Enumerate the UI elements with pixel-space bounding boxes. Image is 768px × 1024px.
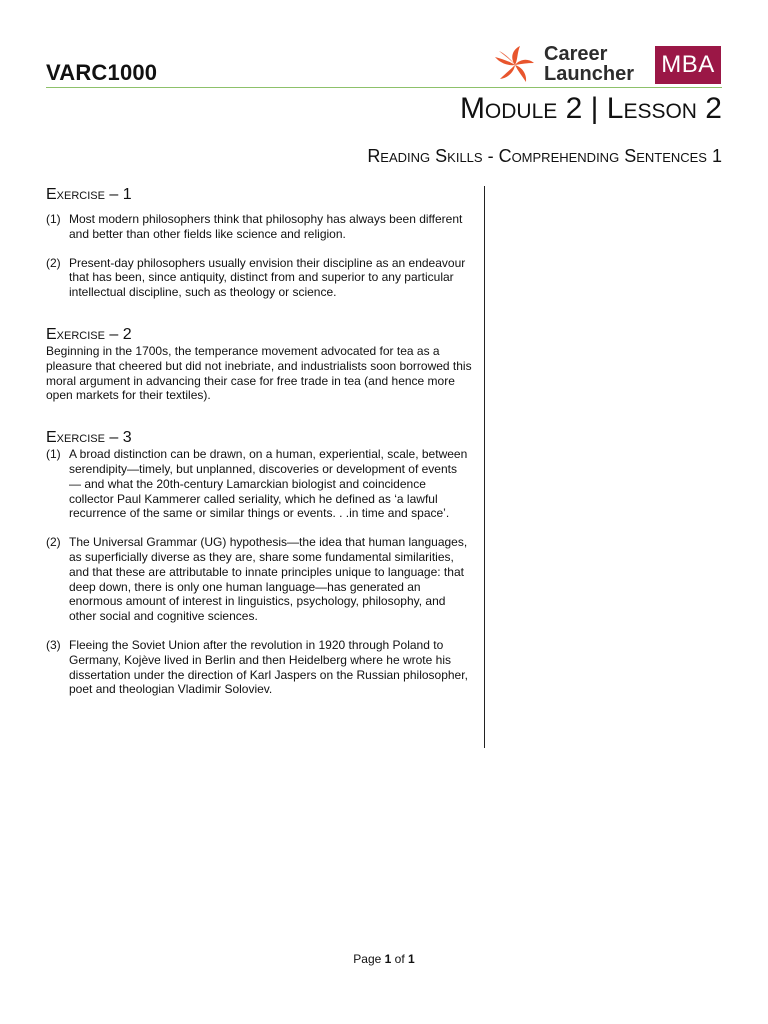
column-divider: [484, 186, 485, 748]
section-gap: [46, 417, 472, 429]
exercise-2: [46, 326, 472, 403]
brand-line-2: Launcher: [544, 63, 635, 85]
exercise-3: [46, 429, 472, 697]
item-number: (1): [46, 447, 61, 462]
item-number: (2): [46, 255, 61, 270]
item-text: Present-day philosophers usually envision their discipline as an endeavour that has been, since antiquity, distinct from and superior to any particular intellectual discipline, such as theology or science.: [69, 255, 466, 300]
exercise-heading: Exercise – 3: [46, 429, 132, 447]
exercise-heading: Exercise – 1: [46, 186, 132, 203]
item-text: The Universal Grammar (UG) hypothesis—the idea that human languages, as superficially diverse as they are, share some fundamental similarities, and that these are attributable to innate principles unique to language: that deep down, there is only one human language—has generated an enormous amount of interest in linguistics, psychology, philosophy, and other social and cognitive sciences.: [69, 535, 468, 624]
page-label: Page: [353, 952, 382, 966]
item-number: (1): [46, 212, 61, 226]
list-item: [46, 447, 472, 521]
header-divider: [46, 87, 722, 88]
page-footer: [0, 952, 768, 966]
page-current: 1: [384, 952, 392, 966]
brand-name: [544, 44, 634, 84]
brand-line-1: Career: [544, 43, 608, 65]
list-item: [46, 535, 472, 624]
exercise-1: [46, 186, 472, 300]
item-text: Most modern philosophers think that philosophy has always been different and better than other fields like science and religion.: [69, 212, 463, 241]
item-text: A broad distinction can be drawn, on a human, experiential, scale, between serendipity—timely, but unplanned, discoveries or development of events — and what the 20th-century Lamarckian biologist and coincidence collector Paul Kammerer called seriality, which he defined as ‘a lawful recurrence of the same or similar things or events. . .in time and space’.: [69, 447, 468, 521]
item-text: Fleeing the Soviet Union after the revolution in 1920 through Poland to Germany, Kojève lived in Berlin and then Heidelberg where he wrote his dissertation under the direction of Karl Jaspers on the Russian philosopher, poet and theologian Vladimir Soloviev.: [69, 637, 468, 697]
exercise-content: [46, 186, 472, 711]
item-number: (2): [46, 535, 61, 550]
page-of: of: [394, 952, 405, 966]
list-item: [46, 212, 472, 242]
sunburst-logo-icon: [490, 44, 540, 86]
item-number: (3): [46, 637, 61, 652]
exercise-heading: Exercise – 2: [46, 325, 132, 343]
list-item: [46, 638, 472, 697]
section-gap: [46, 314, 472, 326]
exercise-paragraph: Beginning in the 1700s, the temperance movement advocated for tea as a pleasure that cheered but did not inebriate, and industrialists soon borrowed this moral argument in advancing their case for free trade in tea (and hence more open markets for their textiles).: [46, 343, 472, 403]
mba-badge: MBA: [655, 46, 721, 84]
list-item: [46, 256, 472, 300]
career-launcher-logo: [490, 44, 722, 86]
document-code: VARC1000: [46, 60, 158, 85]
page-total: 1: [408, 952, 415, 966]
section-title: Reading Skills - Comprehending Sentences 1: [367, 146, 722, 166]
module-title: Module 2 | Lesson 2: [459, 92, 722, 125]
